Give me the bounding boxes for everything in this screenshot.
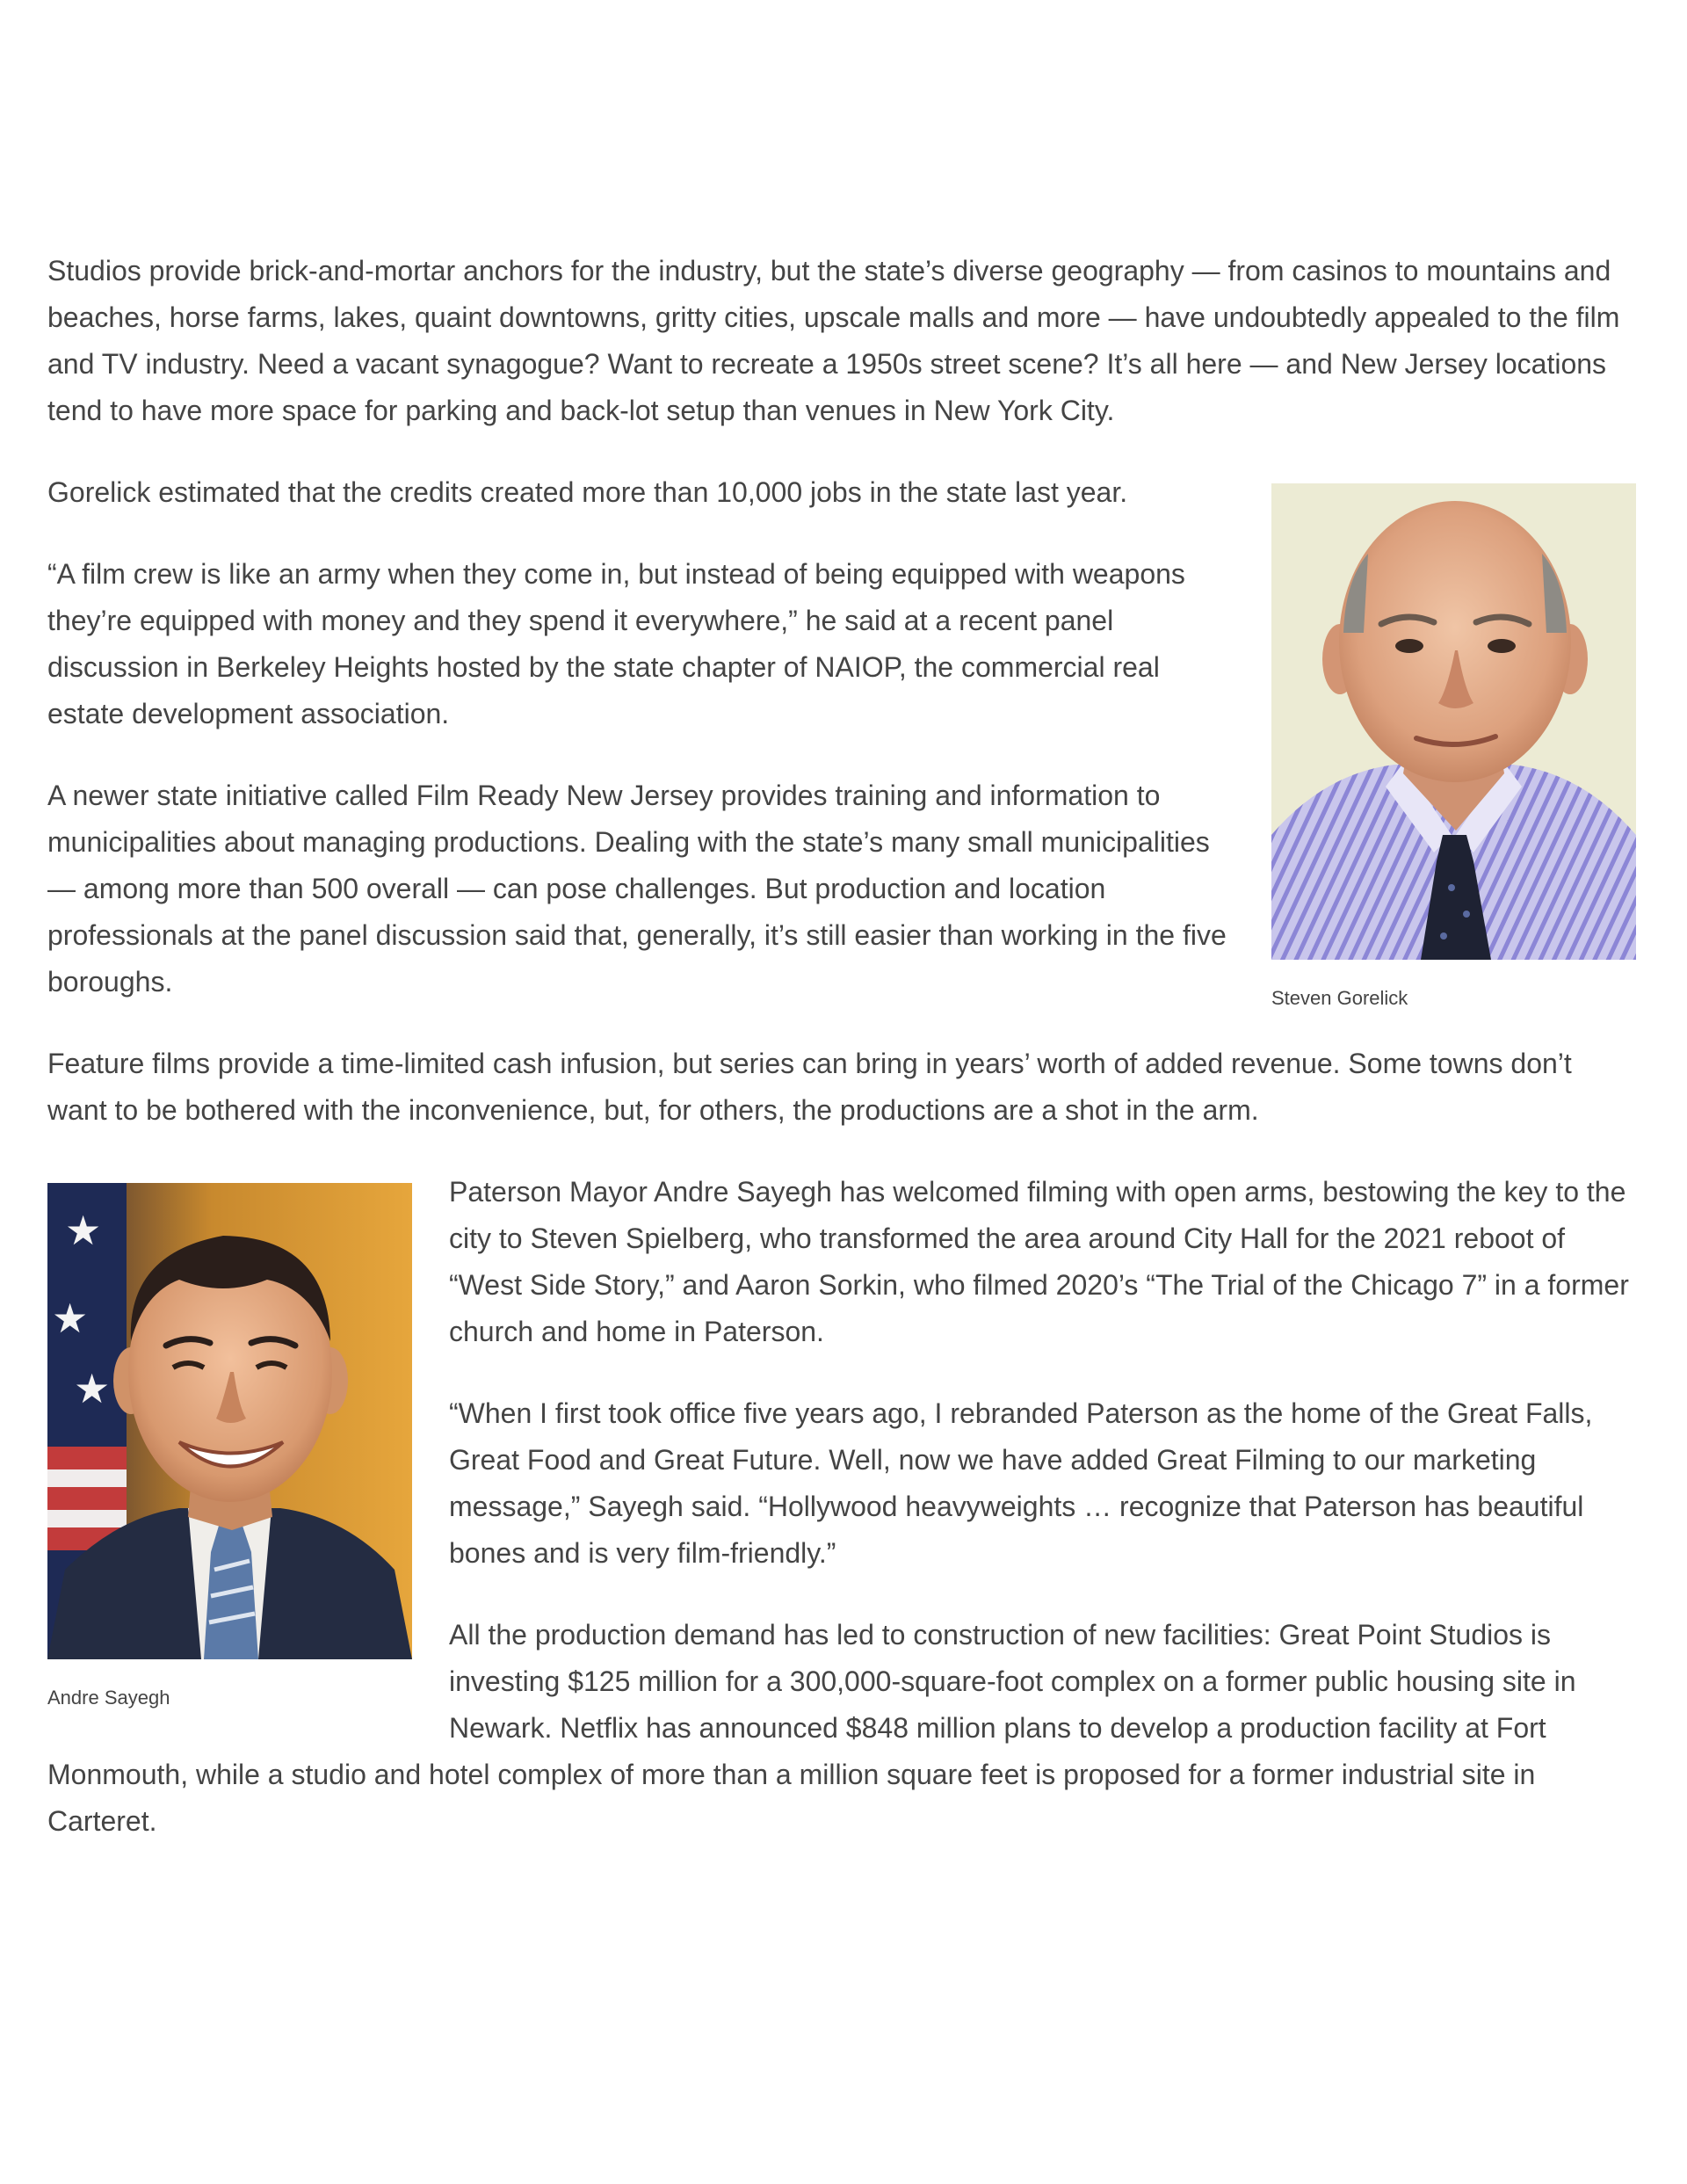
figure-gorelick xyxy=(1271,483,1636,1011)
svg-text:★: ★ xyxy=(74,1365,111,1412)
figure-caption: Steven Gorelick xyxy=(1271,987,1408,1009)
portrait-photo-icon xyxy=(47,1183,412,1659)
article-paragraph: Gorelick estimated that the credits created more than 10,000 jobs in the state last year. xyxy=(47,476,1128,508)
article-paragraph: Studios provide brick-and-mortar anchors for the industry, but the state’s diverse geography — from casinos to mountains and beaches, horse farms, lakes, quaint downtowns, gritty cities, upscale malls and more — have undoubtedly appealed to the film and TV industry. Need a vacant synagogue? Want to recreate a 1950s street scene? It’s all here — and New Jersey locations tend to have more space for parking and back-lot setup than venues in New York City. xyxy=(47,255,1620,426)
article-paragraph: Feature films provide a time-limited cash infusion, but series can bring in years’ worth of added revenue. Some towns don’t want to be bothered with the inconvenience, but, for others, the productions are a shot in the arm. xyxy=(47,1048,1572,1126)
article-paragraph: A newer state initiative called Film Ready New Jersey provides training and information to municipalities about managing productions. Dealing with the state’s many small municipalities — among more than 500 overall — can pose challenges. But production and location professionals at the panel discussion said that, generally, it’s still easier than working in the five boroughs. xyxy=(47,780,1227,998)
article-paragraph: “When I first took office five years ago, I rebranded Paterson as the home of the Great Falls, Great Food and Great Future. Well, now we have added Great Filming to our marketing message,” Sayegh said. “Hollywood heavyweights … recognize that Paterson has beautiful bones and is very film-friendly.” xyxy=(449,1397,1593,1569)
figure-sayegh xyxy=(47,1183,412,1710)
article-paragraph: “A film crew is like an army when they come in, but instead of being equipped with weapons they’re equipped with money and they spend it everywhere,” he said at a recent panel discussion in Berkeley Heights hosted by the state chapter of NAIOP, the commercial real estate development association. xyxy=(47,558,1185,729)
article-paragraph: All the production demand has led to construction of new facilities: Great Point Studios is investing $125 million for a 300,000-square-foot complex on a former public housing site in Newark. Netflix has announced $848 million plans to develop a production facility at Fort Monmouth, while a studio and hotel complex of more than a million square feet is proposed for a former industrial site in Carteret. xyxy=(47,1619,1576,1837)
svg-text:★: ★ xyxy=(52,1295,89,1342)
portrait-photo-icon xyxy=(1271,483,1636,960)
figure-caption: Andre Sayegh xyxy=(47,1687,170,1709)
article-body xyxy=(47,248,1636,1880)
article-paragraph: Paterson Mayor Andre Sayegh has welcomed filming with open arms, bestowing the key to the city to Steven Spielberg, who transformed the area around City Hall for the 2021 reboot of “West Side Story,” and Aaron Sorkin, who filmed 2020’s “The Trial of the Chicago 7” in a former church and home in Paterson. xyxy=(449,1176,1629,1347)
svg-text:★: ★ xyxy=(65,1207,102,1254)
